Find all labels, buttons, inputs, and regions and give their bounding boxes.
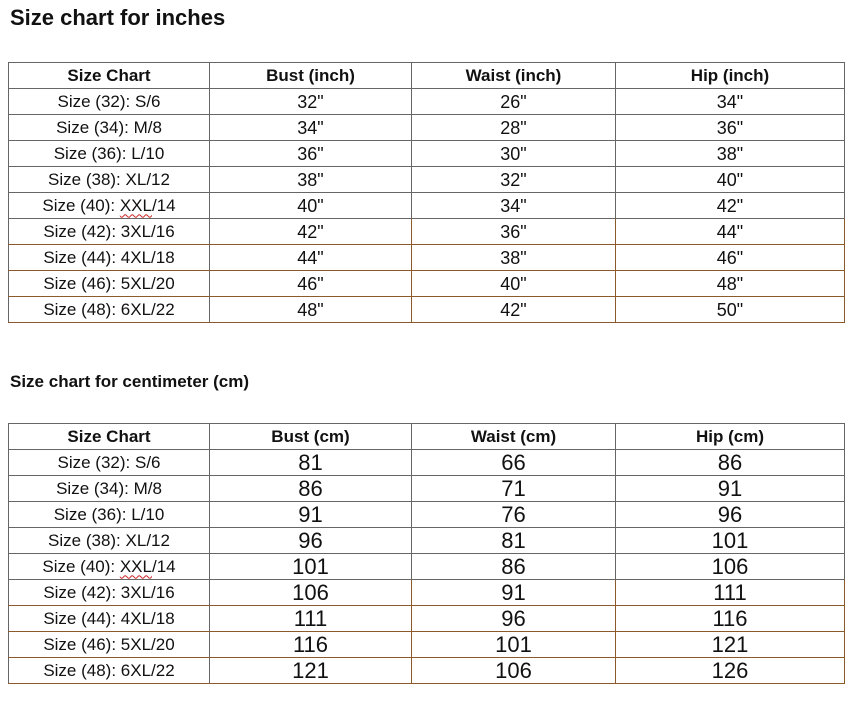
waist-cell: 42" [412,297,616,323]
waist-cell: 71 [412,476,616,502]
size-suffix: /6 [146,91,161,111]
size-code: S [134,452,147,472]
cm-chart-title: Size chart for centimeter (cm) [10,372,250,391]
header-bust: Bust (inch) [210,63,412,89]
hip-cell: 111 [616,580,845,606]
cm-size-table [8,423,845,684]
size-suffix: /10 [140,143,165,163]
size-cell [9,450,210,476]
size-cell [9,658,210,684]
size-prefix: Size (44): [43,608,121,628]
inch-size-table [8,62,845,323]
waist-cell: 96 [412,606,616,632]
header-waist: Waist (cm) [412,424,616,450]
size-suffix: /8 [147,117,162,137]
bust-cell: 32" [210,89,412,115]
waist-cell: 91 [412,580,616,606]
size-prefix: Size (38): [48,530,126,550]
size-suffix: /22 [151,660,175,680]
size-code: XL [125,169,147,189]
bust-cell: 96 [210,528,412,554]
size-prefix: Size (32): [57,91,135,111]
waist-cell: 32" [412,167,616,193]
size-code-spellcheck: XXL [119,195,152,215]
table-row [9,167,845,193]
waist-cell: 26" [412,89,616,115]
table-row [9,554,845,580]
table-row [9,141,845,167]
hip-cell: 96 [616,502,845,528]
waist-cell: 76 [412,502,616,528]
bust-cell: 86 [210,476,412,502]
size-suffix: /16 [151,221,175,241]
header-bust: Bust (cm) [210,424,412,450]
size-code: M [133,117,148,137]
size-cell [9,502,210,528]
size-prefix: Size (46): [43,634,121,654]
size-code: 6XL [120,299,152,319]
table-row [9,219,845,245]
hip-cell: 42" [616,193,845,219]
bust-cell: 121 [210,658,412,684]
size-cell [9,580,210,606]
size-prefix: Size (36): [53,504,132,524]
size-suffix: /12 [146,169,170,189]
bust-cell: 106 [210,580,412,606]
hip-cell: 91 [616,476,845,502]
hip-cell: 126 [616,658,845,684]
hip-cell: 121 [616,632,845,658]
size-code-spellcheck: XXL [119,556,152,576]
size-suffix: /16 [151,582,175,602]
size-prefix: Size (32): [57,452,135,472]
waist-cell: 36" [412,219,616,245]
bust-cell: 111 [210,606,412,632]
size-prefix: Size (40): [42,556,120,576]
size-code: 4XL [120,247,152,267]
hip-cell: 116 [616,606,845,632]
hip-cell: 101 [616,528,845,554]
bust-cell: 101 [210,554,412,580]
hip-cell: 44" [616,219,845,245]
size-code: L [131,143,141,163]
hip-cell: 34" [616,89,845,115]
bust-cell: 116 [210,632,412,658]
table-row [9,476,845,502]
inch-chart-title: Size chart for inches [10,5,226,30]
waist-cell: 34" [412,193,616,219]
size-suffix: /12 [146,530,170,550]
waist-cell: 86 [412,554,616,580]
table-header-row [9,63,845,89]
size-cell [9,606,210,632]
size-cell [9,89,210,115]
size-cell [9,271,210,297]
size-cell [9,632,210,658]
header-size: Size Chart [9,424,210,450]
size-prefix: Size (42): [43,221,121,241]
size-prefix: Size (40): [42,195,120,215]
hip-cell: 106 [616,554,845,580]
size-prefix: Size (36): [53,143,132,163]
size-suffix: /22 [151,299,175,319]
table-row [9,502,845,528]
header-waist: Waist (inch) [412,63,616,89]
size-cell [9,193,210,219]
header-size: Size Chart [9,63,210,89]
table-row [9,297,845,323]
size-prefix: Size (42): [43,582,121,602]
table-header-row [9,424,845,450]
table-row [9,245,845,271]
size-suffix: /18 [151,608,175,628]
size-prefix: Size (46): [43,273,121,293]
bust-cell: 42" [210,219,412,245]
size-cell [9,219,210,245]
size-code: 5XL [120,634,152,654]
bust-cell: 48" [210,297,412,323]
hip-cell: 50" [616,297,845,323]
bust-cell: 40" [210,193,412,219]
table-row [9,450,845,476]
table-row [9,193,845,219]
size-code: 5XL [120,273,152,293]
table-row [9,580,845,606]
size-suffix: /18 [151,247,175,267]
bust-cell: 38" [210,167,412,193]
size-prefix: Size (48): [43,660,121,680]
hip-cell: 36" [616,115,845,141]
waist-cell: 106 [412,658,616,684]
header-hip: Hip (cm) [616,424,845,450]
size-cell [9,245,210,271]
table-row [9,632,845,658]
bust-cell: 36" [210,141,412,167]
size-cell [9,115,210,141]
table-row [9,89,845,115]
hip-cell: 38" [616,141,845,167]
bust-cell: 34" [210,115,412,141]
bust-cell: 44" [210,245,412,271]
size-cell [9,554,210,580]
waist-cell: 81 [412,528,616,554]
waist-cell: 30" [412,141,616,167]
size-suffix: /10 [140,504,165,524]
size-prefix: Size (34): [56,117,134,137]
table-row [9,271,845,297]
table-row [9,658,845,684]
waist-cell: 66 [412,450,616,476]
size-cell [9,476,210,502]
size-suffix: /14 [151,195,176,215]
size-prefix: Size (38): [48,169,126,189]
bust-cell: 81 [210,450,412,476]
size-cell [9,297,210,323]
size-suffix: /8 [147,478,162,498]
size-cell [9,167,210,193]
size-prefix: Size (34): [56,478,134,498]
size-cell [9,528,210,554]
waist-cell: 38" [412,245,616,271]
size-suffix: /6 [146,452,161,472]
size-code: M [133,478,148,498]
size-code: 3XL [120,221,152,241]
hip-cell: 86 [616,450,845,476]
size-suffix: /20 [151,634,175,654]
hip-cell: 48" [616,271,845,297]
table-row [9,528,845,554]
header-hip: Hip (inch) [616,63,845,89]
size-cell [9,141,210,167]
size-code: XL [125,530,147,550]
size-prefix: Size (44): [43,247,121,267]
size-prefix: Size (48): [43,299,121,319]
size-suffix: /20 [151,273,175,293]
table-row [9,606,845,632]
waist-cell: 28" [412,115,616,141]
size-code: 4XL [120,608,152,628]
size-code: 6XL [120,660,152,680]
size-code: S [134,91,147,111]
hip-cell: 40" [616,167,845,193]
bust-cell: 91 [210,502,412,528]
waist-cell: 40" [412,271,616,297]
waist-cell: 101 [412,632,616,658]
size-code: L [131,504,141,524]
bust-cell: 46" [210,271,412,297]
table-row [9,115,845,141]
size-suffix: /14 [151,556,176,576]
hip-cell: 46" [616,245,845,271]
size-code: 3XL [120,582,152,602]
